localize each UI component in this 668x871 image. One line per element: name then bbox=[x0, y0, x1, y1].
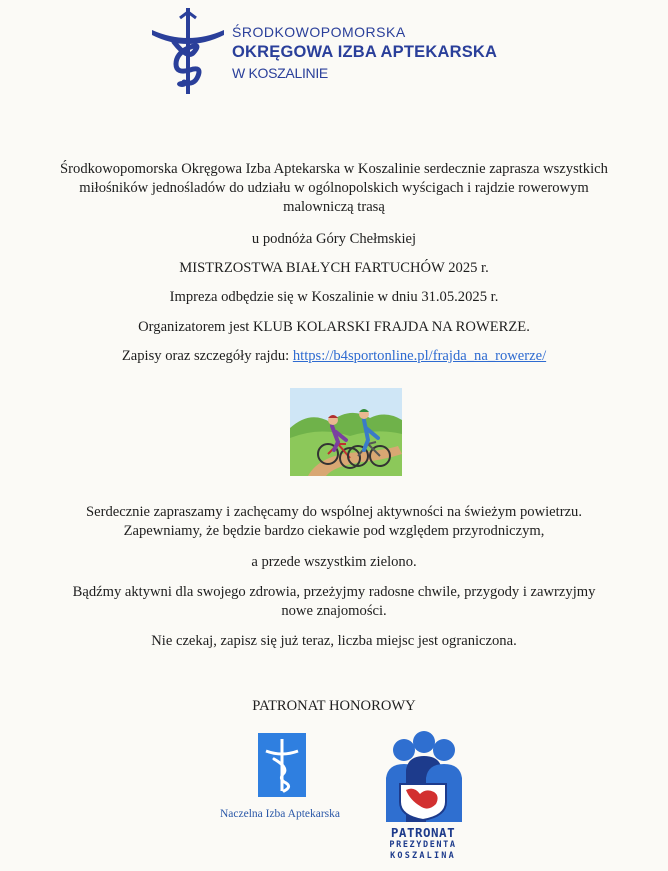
invite-paragraph bbox=[40, 503, 628, 541]
pharmacy-emblem-icon bbox=[150, 8, 230, 98]
president-patronage-line1: PATRONAT bbox=[390, 825, 456, 840]
signup-line bbox=[40, 347, 628, 366]
header-logo bbox=[150, 8, 570, 98]
active-line: nowe znajomości. bbox=[281, 603, 387, 619]
intro-paragraph bbox=[40, 160, 628, 217]
signup-link[interactable]: https://b4sportonline.pl/frajda_na_rowerze/ bbox=[292, 348, 547, 364]
president-patronage-line3: KOSZALINA bbox=[390, 851, 456, 861]
nia-logo bbox=[200, 730, 360, 830]
organizer-line: Organizatorem jest KLUB KOLARSKI FRAJDA NA ROWERZE. bbox=[138, 319, 530, 335]
org-name-line2: OKRĘGOWA IZBA APTEKARSKA bbox=[232, 43, 498, 61]
location-line: u podnóża Góry Chełmskiej bbox=[251, 231, 417, 247]
date-line: Impreza odbędzie się w Koszalinie w dniu 31.05.2025 r. bbox=[169, 289, 499, 305]
intro-line: malowniczą trasą bbox=[283, 199, 385, 215]
invite-line: Serdecznie zapraszamy i zachęcamy do wspólnej aktywności na świeżym powietrzu. bbox=[86, 504, 582, 520]
intro-line: miłośników jednośladów do udziału w ogólnopolskich wyścigach i rajdzie rowerowym bbox=[79, 180, 589, 196]
people-group-icon bbox=[380, 730, 466, 822]
cyclists-illustration-icon bbox=[290, 388, 402, 476]
org-name-line3: W KOSZALINIE bbox=[232, 65, 328, 81]
invite-line: a przede wszystkim zielono. bbox=[251, 554, 417, 570]
patronage-heading: PATRONAT HONOROWY bbox=[252, 698, 416, 714]
nia-caduceus-icon bbox=[258, 733, 306, 797]
closing-line: Nie czekaj, zapisz się już teraz, liczba miejsc jest ograniczona. bbox=[151, 633, 517, 649]
intro-line: Środkowopomorska Okręgowa Izba Aptekarska w Koszalinie serdecznie zaprasza wszystkich bbox=[60, 161, 608, 177]
president-patronage-line2: PREZYDENTA bbox=[389, 840, 457, 850]
nia-caption: Naczelna Izba Aptekarska bbox=[219, 808, 341, 820]
president-patronage-logo bbox=[378, 730, 468, 866]
signup-label: Zapisy oraz szczegóły rajdu: bbox=[121, 348, 293, 364]
active-paragraph bbox=[40, 583, 628, 621]
org-name-line1: ŚRODKOWOPOMORSKA bbox=[232, 24, 406, 40]
invite-line: Zapewniamy, że będzie bardzo ciekawie pod względem przyrodniczym, bbox=[123, 523, 545, 539]
active-line: Bądźmy aktywni dla swojego zdrowia, przeżyjmy radosne chwile, przygody i zawrzyjmy bbox=[72, 584, 596, 600]
event-name: MISTRZOSTWA BIAŁYCH FARTUCHÓW 2025 r. bbox=[179, 260, 489, 276]
